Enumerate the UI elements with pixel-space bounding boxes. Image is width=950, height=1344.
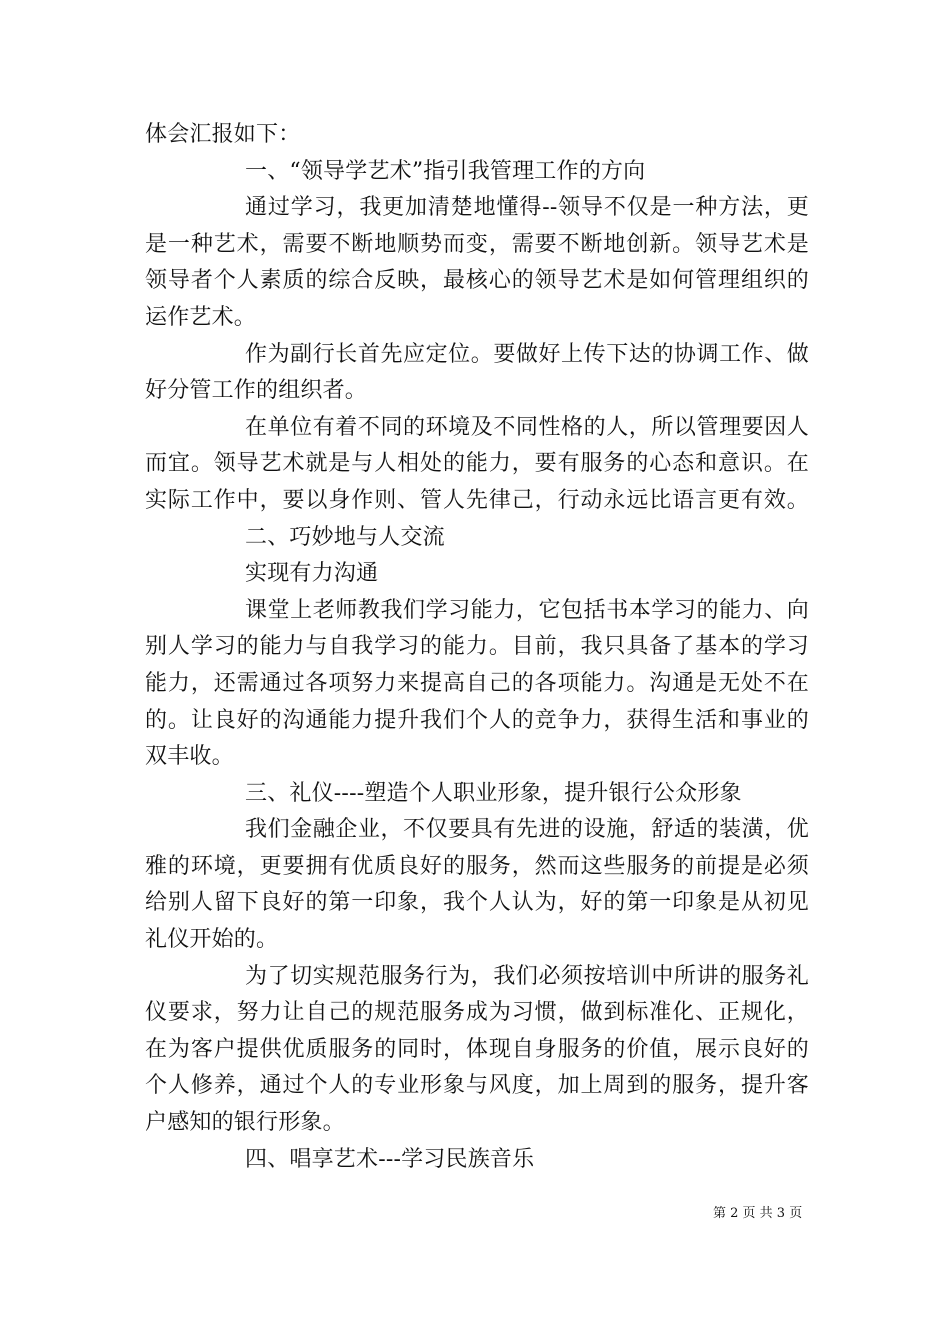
text-line: 二、巧妙地与人交流 bbox=[245, 524, 445, 550]
text-line: 双丰收。 bbox=[145, 744, 234, 770]
page-number-footer: 第 2 页 共 3 页 bbox=[713, 1206, 803, 1221]
text-line: 个人修养，通过个人的专业形象与风度，加上周到的服务，提升客 bbox=[145, 1073, 809, 1099]
text-line: 是一种艺术，需要不断地顺势而变，需要不断地创新。领导艺术是 bbox=[145, 231, 809, 257]
text-line: 仪要求，努力让自己的规范服务成为习惯，做到标准化、正规化， bbox=[145, 1000, 809, 1026]
document-body bbox=[145, 117, 809, 1178]
text-line: 一、“领导学艺术”指引我管理工作的方向 bbox=[245, 158, 646, 184]
text-line: 作为副行长首先应定位。要做好上传下达的协调工作、做 bbox=[245, 341, 809, 367]
text-line: 好分管工作的组织者。 bbox=[145, 378, 368, 404]
text-line: 运作艺术。 bbox=[145, 304, 257, 330]
text-line: 在单位有着不同的环境及不同性格的人，所以管理要因人 bbox=[245, 414, 809, 440]
text-line: 的。让良好的沟通能力提升我们个人的竞争力，获得生活和事业的 bbox=[145, 707, 809, 733]
text-line: 雅的环境，更要拥有优质良好的服务，然而这些服务的前提是必须 bbox=[145, 853, 809, 879]
text-line: 三、礼仪----塑造个人职业形象，提升银行公众形象 bbox=[245, 780, 742, 806]
text-line: 课堂上老师教我们学习能力，它包括书本学习的能力、向 bbox=[245, 597, 809, 623]
text-line: 户感知的银行形象。 bbox=[145, 1110, 345, 1136]
text-line: 体会汇报如下： bbox=[145, 122, 301, 147]
text-line: 实现有力沟通 bbox=[245, 561, 379, 587]
text-line: 能力，还需通过各项努力来提高自己的各项能力。沟通是无处不在 bbox=[145, 670, 809, 696]
text-line: 通过学习，我更加清楚地懂得--领导不仅是一种方法，更 bbox=[245, 195, 809, 221]
text-line: 四、唱享艺术---学习民族音乐 bbox=[245, 1146, 535, 1172]
text-line: 别人学习的能力与自我学习的能力。目前，我只具备了基本的学习 bbox=[145, 634, 809, 660]
text-line: 实际工作中，要以身作则、管人先律己，行动永远比语言更有效。 bbox=[145, 487, 809, 513]
text-line: 在为客户提供优质服务的同时，体现自身服务的价值，展示良好的 bbox=[145, 1036, 809, 1062]
text-line: 为了切实规范服务行为，我们必须按培训中所讲的服务礼 bbox=[245, 963, 809, 989]
text-line: 我们金融企业，不仅要具有先进的设施，舒适的装潢，优 bbox=[245, 817, 809, 843]
text-line: 给别人留下良好的第一印象，我个人认为，好的第一印象是从初见 bbox=[145, 890, 809, 916]
text-line: 礼仪开始的。 bbox=[145, 927, 279, 953]
text-line: 领导者个人素质的综合反映，最核心的领导艺术是如何管理组织的 bbox=[145, 268, 809, 294]
text-line: 而宜。领导艺术就是与人相处的能力，要有服务的心态和意识。在 bbox=[145, 451, 809, 477]
